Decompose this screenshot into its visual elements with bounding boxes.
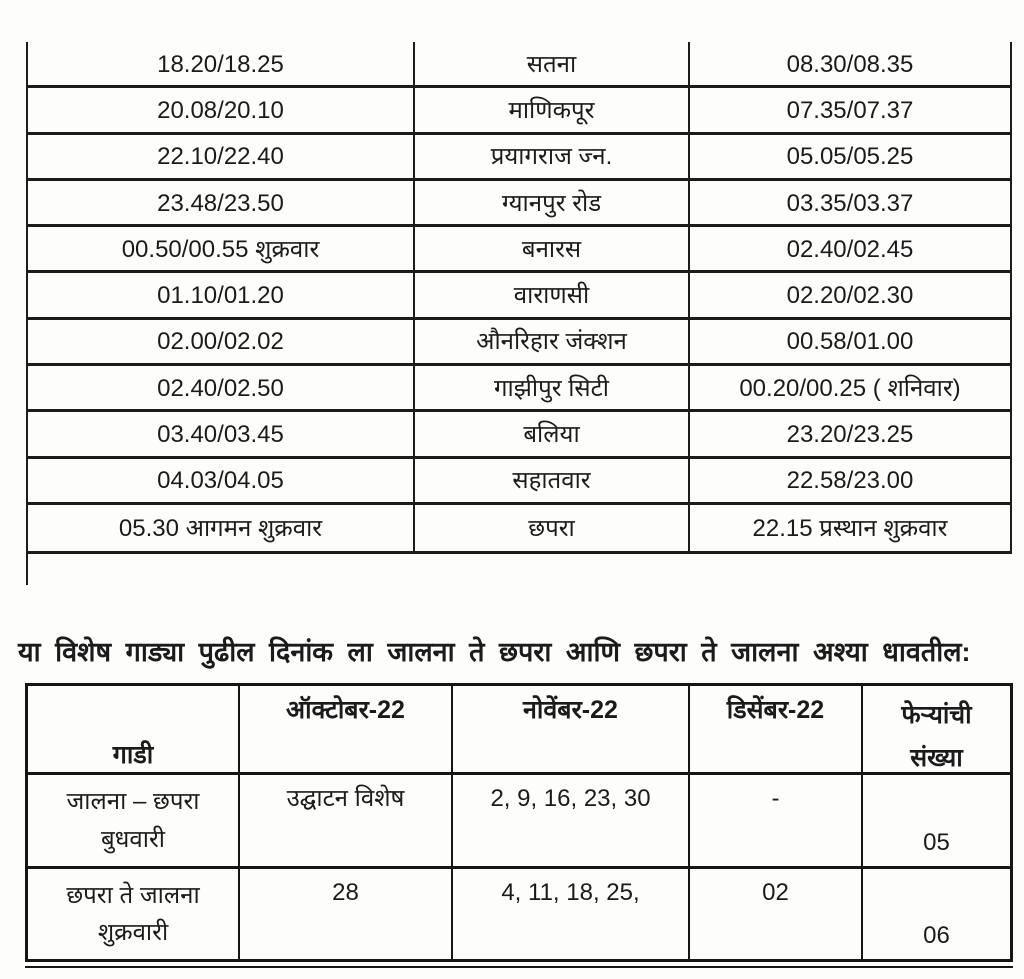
trip-count-cell: 06 [923, 921, 950, 949]
arr-time-cell: 22.58/23.00 [786, 467, 914, 495]
october-dates-cell: 28 [240, 869, 453, 959]
november-dates-cell: 2, 9, 16, 23, 30 [453, 775, 690, 866]
table-row [28, 366, 1010, 412]
arr-time-cell: 22.15 प्रस्थान शुक्रवार [752, 515, 948, 543]
arr-time-cell: 08.30/08.35 [786, 50, 914, 78]
train-name-line2: बुधवारी [100, 825, 166, 853]
train-name-line1: छपरा ते जालना [66, 881, 200, 909]
station-cell: औनरिहार जंक्शन [415, 320, 690, 363]
dep-time-cell: 03.40/03.45 [28, 412, 415, 455]
october-dates-cell: उद्घाटन विशेष [240, 775, 453, 866]
train-name-cell [28, 775, 240, 866]
dep-time-cell: 18.20/18.25 [28, 42, 415, 85]
dep-time-cell: 02.00/02.02 [28, 320, 415, 363]
arr-time-cell: 07.35/07.37 [786, 96, 914, 124]
arr-time-cell: 00.20/00.25 ( शनिवार) [739, 374, 961, 402]
header-trip-count-line2: संख्या [910, 743, 963, 772]
dep-time-cell: 05.30 आगमन शुक्रवार [28, 505, 415, 551]
table-row [28, 181, 1010, 227]
dep-time-cell: 20.08/20.10 [28, 88, 415, 131]
header-trip-count-line1: फेऱ्यांची [901, 701, 972, 729]
header-november: नोवेंबर-22 [453, 686, 690, 779]
header-december: डिसेंबर-22 [690, 686, 863, 779]
header-october: ऑक्टोबर-22 [240, 686, 453, 779]
table-header-row [28, 686, 1010, 775]
station-cell: छपरा [415, 505, 690, 551]
station-cell: सतना [415, 42, 690, 85]
arr-time-cell: 03.35/03.37 [786, 189, 914, 217]
train-name-line2: शुक्रवारी [97, 919, 169, 946]
table-left-border-tail [26, 553, 28, 585]
train-name-line1: जालना – छपरा [66, 788, 200, 816]
december-dates-cell: - [690, 775, 863, 866]
dep-time-cell: 02.40/02.50 [28, 366, 415, 409]
table-row [28, 775, 1010, 869]
table-row [28, 227, 1010, 273]
table-row [28, 869, 1010, 959]
station-cell: बलिया [415, 412, 690, 455]
table-row [28, 459, 1010, 505]
dep-time-cell: 23.48/23.50 [28, 181, 415, 224]
dep-time-cell: 22.10/22.40 [28, 135, 415, 178]
table-row [28, 412, 1010, 458]
table-row [28, 42, 1010, 88]
header-trip-count [863, 686, 1010, 779]
dep-time-cell: 00.50/00.55 शुक्रवार [28, 227, 415, 270]
table-row [28, 320, 1010, 366]
station-cell: बनारस [415, 227, 690, 270]
monthly-schedule-table [25, 683, 1013, 962]
station-cell: माणिकपूर [415, 88, 690, 131]
arr-time-cell: 23.20/23.25 [786, 421, 914, 449]
trip-count-cell: 05 [923, 828, 950, 856]
arr-time-cell: 00.58/01.00 [786, 328, 914, 356]
train-name-cell [28, 869, 240, 959]
table-row [28, 88, 1010, 134]
station-cell: वाराणसी [415, 273, 690, 316]
station-cell: प्रयागराज ज्न. [415, 135, 690, 178]
december-dates-cell: 02 [690, 869, 863, 959]
arr-time-cell: 02.20/02.30 [786, 282, 914, 310]
arrival-departure-table [26, 42, 1012, 554]
november-dates-cell: 4, 11, 18, 25, [453, 869, 690, 959]
station-cell: ग्यानपुर रोड [415, 181, 690, 224]
header-train: गाडी [28, 686, 240, 779]
dep-time-cell: 04.03/04.05 [28, 459, 415, 502]
table-row [28, 135, 1010, 181]
dep-time-cell: 01.10/01.20 [28, 273, 415, 316]
arr-time-cell: 02.40/02.45 [786, 235, 914, 263]
table-row [28, 273, 1010, 319]
station-cell: सहातवार [415, 459, 690, 502]
schedule-note: या विशेष गाड्या पुढील दिनांक ला जालना ते छपरा आणि छपरा ते जालना अश्या धावतील: [18, 637, 971, 667]
table-row [28, 505, 1010, 551]
station-cell: गाझीपुर सिटी [415, 366, 690, 409]
arr-time-cell: 05.05/05.25 [786, 143, 914, 171]
table-bottom-double-line [25, 966, 1013, 968]
